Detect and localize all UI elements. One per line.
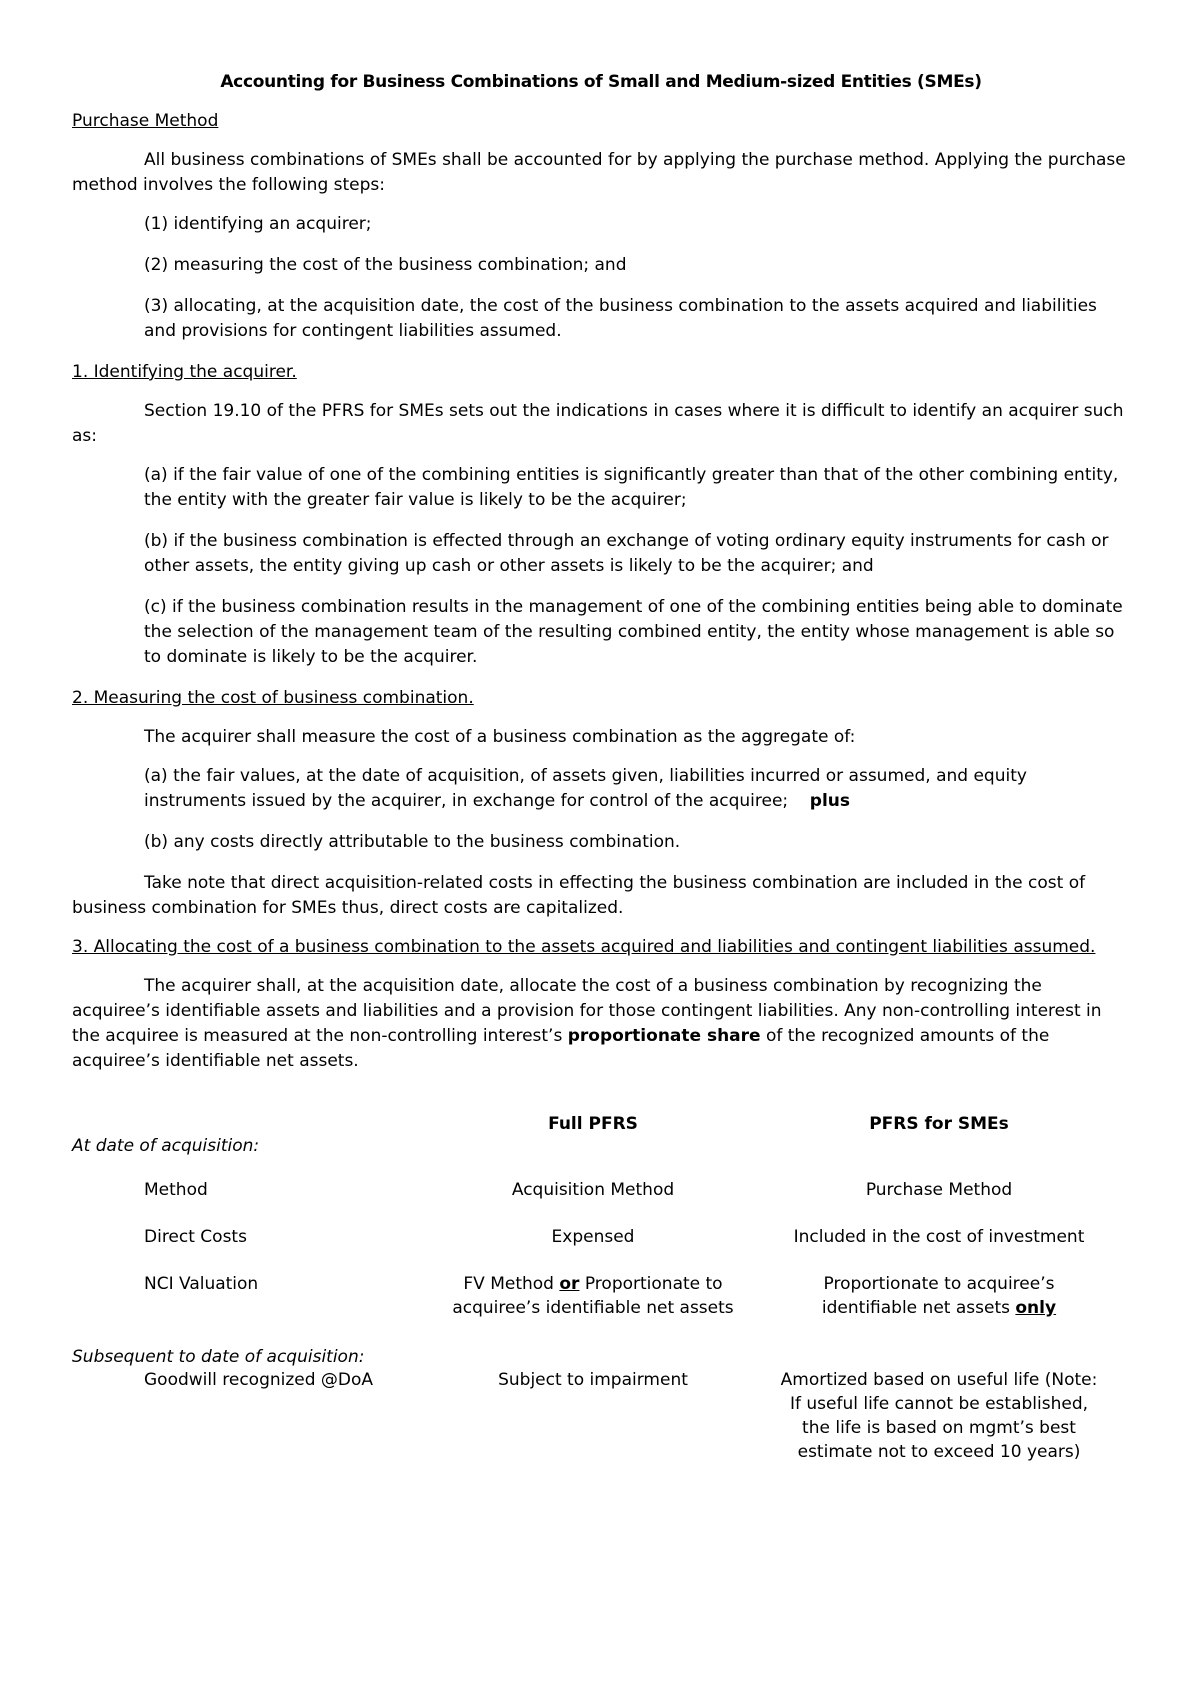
section-1-item-a: (a) if the fair value of one of the combining entities is significantly greater than that of the other combining entity, the entity with the greater fair value is likely to be the acquirer; (144, 465, 1119, 510)
section-2-heading: 2. Measuring the cost of business combination. (72, 688, 474, 708)
at-date-label: At date of acquisition: (72, 1136, 260, 1156)
nci-only-emphasis: only (1015, 1298, 1057, 1318)
nci-label: NCI Valuation (144, 1274, 259, 1294)
plus-label: plus (809, 791, 851, 811)
nci-full-part-2: Proportionate to acquiree’s identifiable net assets (452, 1274, 734, 1318)
direct-costs-full: Expensed (551, 1227, 635, 1247)
section-2-item-a-text: (a) the fair values, at the date of acquisition, of assets given, liabilities incurred or assumed, and equity instruments issued by the acquirer, in exchange for control of the acquiree; (144, 766, 1027, 811)
section-3-text-after: of the recognized amounts of the acquiree’s identifiable net assets. (72, 1026, 1050, 1071)
nci-full-part-1: FV Method (463, 1274, 560, 1294)
section-2-item-a (72, 764, 1130, 814)
section-1-item-c: (c) if the business combination results in the management of one of the combining entities being able to dominate the selection of the management team of the resulting combined entity, the entity whose management is able so to dominate is likely to be the acquirer. (144, 597, 1123, 667)
method-full: Acquisition Method (511, 1180, 675, 1200)
method-label: Method (144, 1180, 208, 1200)
step-2: (2) measuring the cost of the business combination; and (144, 255, 627, 275)
document-title: Accounting for Business Combinations of Small and Medium-sized Entities (SMEs) (220, 72, 982, 92)
col-header-pfrs-smes: PFRS for SMEs (869, 1114, 1009, 1134)
section-1-intro: Section 19.10 of the PFRS for SMEs sets out the indications in cases where it is difficult to identify an acquirer such as: (72, 401, 1124, 446)
method-smes: Purchase Method (865, 1180, 1013, 1200)
document-body (72, 70, 1130, 1088)
goodwill-smes: Amortized based on useful life (Note: If useful life cannot be established, the life is based on mgmt’s best estimate not to exceed 10 years) (780, 1370, 1098, 1462)
section-1-item-b: (b) if the business combination is effected through an exchange of voting ordinary equity instruments for cash or other assets, the entity giving up cash or other assets is likely to be the acquirer; and (144, 531, 1109, 576)
proportionate-share-emphasis: proportionate share (567, 1026, 761, 1046)
step-1: (1) identifying an acquirer; (144, 214, 372, 234)
direct-costs-label: Direct Costs (144, 1227, 247, 1247)
goodwill-label: Goodwill recognized @DoA (144, 1370, 374, 1390)
section-2-intro: The acquirer shall measure the cost of a business combination as the aggregate of: (144, 727, 856, 747)
section-3-heading: 3. Allocating the cost of a business combination to the assets acquired and liabilities and contingent liabilities assumed. (72, 937, 1096, 957)
purchase-method-heading: Purchase Method (72, 111, 219, 131)
nci-or-emphasis: or (559, 1274, 580, 1294)
nci-full (452, 1272, 734, 1320)
section-1-heading: 1. Identifying the acquirer. (72, 362, 297, 382)
direct-costs-smes: Included in the cost of investment (793, 1227, 1085, 1247)
goodwill-full: Subject to impairment (498, 1370, 688, 1390)
section-2-item-b: (b) any costs directly attributable to the business combination. (144, 832, 681, 852)
section-3-text-before: The acquirer shall, at the acquisition date, allocate the cost of a business combination by recognizing the acquiree’s identifiable assets and liabilities and a provision for those contingent liabilities. Any non-controlling interest in the acquiree is measured at the non-controlling interest’s (72, 976, 1102, 1046)
step-3: (3) allocating, at the acquisition date, the cost of the business combination to the assets acquired and liabilities and provisions for contingent liabilities assumed. (144, 296, 1097, 341)
section-2-note: Take note that direct acquisition-related costs in effecting the business combination are included in the cost of business combination for SMEs thus, direct costs are capitalized. (72, 873, 1086, 918)
nci-smes-text: Proportionate to acquiree’s identifiable net assets (821, 1274, 1055, 1318)
section-3-paragraph (72, 974, 1130, 1074)
nci-smes (774, 1272, 1104, 1320)
subsequent-label: Subsequent to date of acquisition: (72, 1347, 365, 1367)
col-header-full-pfrs: Full PFRS (548, 1114, 638, 1134)
purchase-intro: All business combinations of SMEs shall be accounted for by applying the purchase method. Applying the purchase method involves the following steps: (72, 150, 1126, 195)
